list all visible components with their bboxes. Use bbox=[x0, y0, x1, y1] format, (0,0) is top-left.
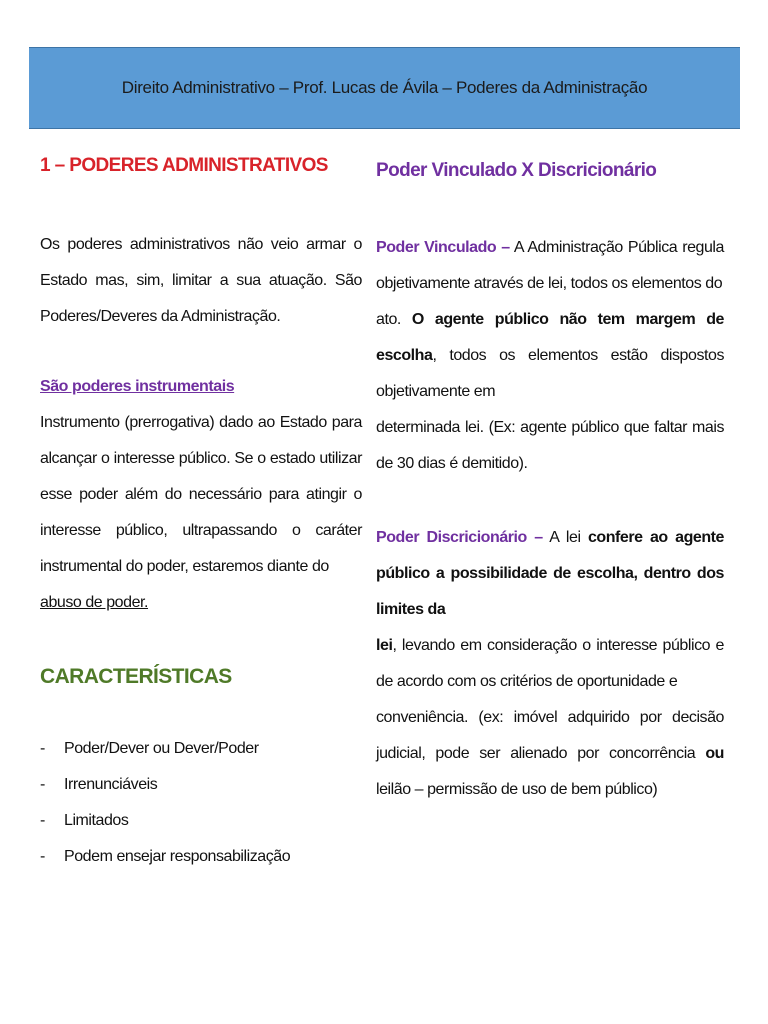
subheading-instrumentais: São poderes instrumentais bbox=[40, 378, 235, 395]
discricionario-label: Poder Discricionário – bbox=[376, 529, 543, 546]
list-item: - Podem ensejar responsabilização bbox=[40, 848, 291, 865]
intro-paragraph: Os poderes administrativos não veio armar o Estado mas, sim, limitar a sua atuação. São Poderes/Deveres da Administração. bbox=[40, 236, 362, 325]
heading-vinculado-discricionario: Poder Vinculado X Discricionário bbox=[376, 160, 657, 181]
vinculado-paragraph: Poder Vinculado – A Administração Pública regula objetivamente através de lei, todos os elementos do ato. O agente público não tem margem de escolha, todos os elementos estão dispostos objetivamente em determinada lei. (Ex: agente público que faltar mais de 30 dias é demitido). bbox=[376, 239, 724, 472]
instrumental-paragraph bbox=[40, 405, 362, 621]
header-bar bbox=[29, 47, 740, 129]
abuse-text: abuso de poder. bbox=[40, 594, 149, 611]
list-item: - Limitados bbox=[40, 812, 129, 829]
heading-poderes-administrativos: 1 – PODERES ADMINISTRATIVOS bbox=[40, 155, 328, 176]
list-item: - Poder/Dever ou Dever/Poder bbox=[40, 740, 259, 757]
right-column bbox=[376, 160, 724, 808]
vinculado-label: Poder Vinculado – bbox=[376, 239, 510, 256]
discricionario-paragraph: Poder Discricionário – A lei confere ao agente público a possibilidade de escolha, dentro dos limites da lei, levando em consideração o interesse público e de acordo com os critérios de oportunidade e conveniência. (ex: imóvel adquirido por decisão judicial, pode ser alienado por concorrência ou leilão – permissão de uso de bem público) bbox=[376, 529, 724, 798]
header-title: Direito Administrativo – Prof. Lucas de Ávila – Poderes da Administração bbox=[121, 78, 648, 97]
characteristics-list bbox=[40, 731, 362, 875]
heading-caracteristicas: CARACTERÍSTICAS bbox=[40, 665, 232, 688]
list-item: - Irrenunciáveis bbox=[40, 776, 158, 793]
instrumental-text: Instrumento (prerrogativa) dado ao Estado para alcançar o interesse público. Se o estado utilizar esse poder além do necessário para atingir o interesse público, ultrapassando o caráter instrumental do poder, estaremos diante do bbox=[40, 414, 362, 575]
left-column bbox=[40, 155, 362, 875]
